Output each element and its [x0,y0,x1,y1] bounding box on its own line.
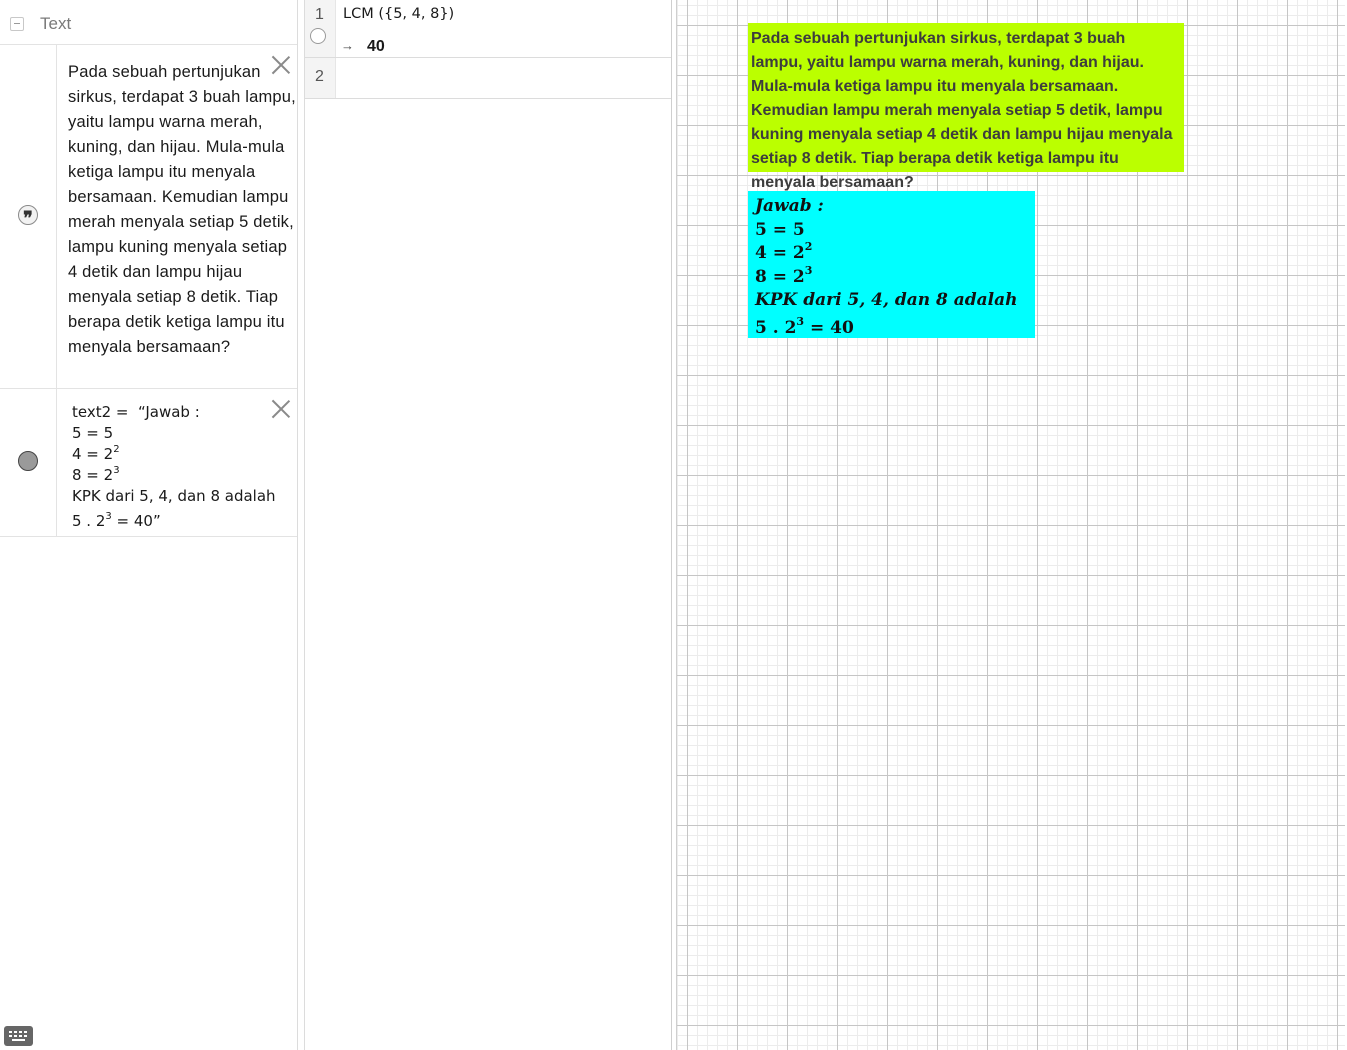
answer-text-box[interactable]: Jawab : 5 = 5 $4 = 2^2$ $8 = 2^3$ KPK dari 5, 4, dan 8 adalah 5 . $2^3 = 40$ [748,191,1035,338]
quote-icon[interactable]: ❞ [18,205,38,225]
group-label: Text [40,14,72,33]
cas-output: 40 [367,38,385,55]
cas-arrow-icon: → [341,38,354,53]
visibility-marble-icon[interactable] [18,451,38,471]
question-text-box[interactable]: Pada sebuah pertunjukan sirkus, terdapat 3 buah lampu, yaitu lampu warna merah, kuning, dan hijau. Mula-mula ketiga lampu itu menyala bersamaan. Kemudian lampu merah menyala setiap 5 detik, lampu kuning menyala setiap 4 detik dan lampu hijau menyala setiap 8 detik. Tiap berapa detik ketiga lampu itu menyala bersamaan? [748,23,1184,172]
marble-column [0,45,57,388]
cas-visibility-marble-icon[interactable] [310,28,326,44]
cas-row-2[interactable] [305,58,671,99]
algebra-text-content[interactable]: Pada sebuah pertunjukan sirkus, terdapat 3 buah lampu, yaitu lampu warna merah, kuning, dan hijau. Mula-mula ketiga lampu itu menyala bersamaan. Kemudian lampu merah menyala setiap 5 detik, lampu kuning menyala setiap 4 detik dan lampu hijau menyala setiap 8 detik. Tiap berapa detik ketiga lampu itu menyala bersamaan? [68,63,296,356]
algebra-item-text1[interactable] [0,45,297,389]
cas-row-number: 2 [305,58,336,98]
cas-row-1[interactable] [305,0,671,58]
algebra-header [0,0,297,45]
cas-view [304,0,672,1050]
cas-input[interactable]: LCM ({5, 4, 8}) [343,6,455,22]
graphics-view[interactable] [676,0,1347,1050]
collapse-group-icon[interactable] [10,17,24,31]
algebra-view [0,0,298,1050]
text2-formula[interactable]: text2 = “Jawab : 5 = 5 $4 = 2^2$ $8 = 2^3$ KPK dari 5, 4, dan 8 adalah 5 . $2^3 = 40$” [72,403,276,530]
marble-column [0,389,57,536]
keyboard-icon[interactable] [4,1026,33,1046]
text2-label: text2 = [72,403,129,421]
cas-row-number: 1 [305,0,336,57]
